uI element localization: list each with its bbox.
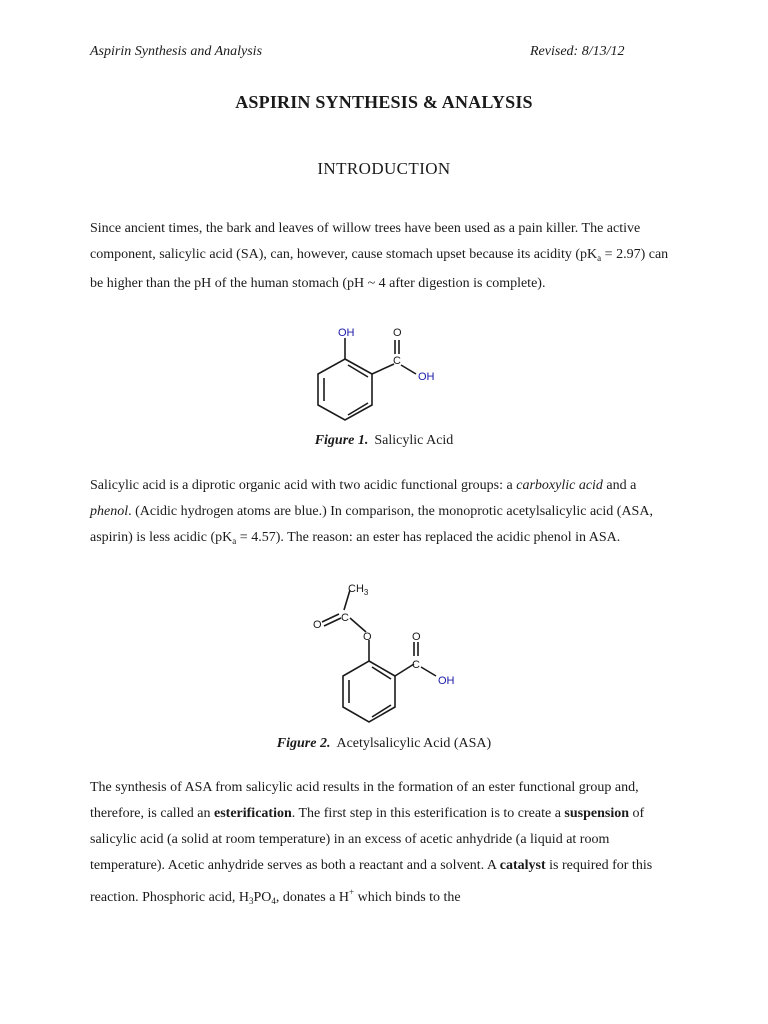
carbonyl-o-label: O xyxy=(393,327,402,339)
figure-2-caption xyxy=(0,736,768,752)
acid-oh-label: OH xyxy=(438,675,455,687)
page-title: ASPIRIN SYNTHESIS & ANALYSIS xyxy=(235,92,533,112)
phenol-oh-label: OH xyxy=(338,327,355,339)
figure-2-label: Figure 2. xyxy=(276,736,331,751)
section-heading: INTRODUCTION xyxy=(317,159,451,178)
running-header-revised: Revised: 8/13/12 xyxy=(530,44,625,59)
salicylic-acid-structure xyxy=(300,318,460,428)
ester-carbonyl-o-label: O xyxy=(313,619,322,631)
ester-link-o-label: O xyxy=(363,631,372,643)
benzene-ring xyxy=(343,661,395,722)
acetylsalicylic-acid-structure xyxy=(300,578,480,728)
ester-c-label: C xyxy=(341,612,349,624)
paragraph-synthesis: The synthesis of ASA from salicylic acid results in the formation of an ester functional group and, therefore, is called an esterification. The first step in this esterification is to create a suspension of salicylic acid (a solid at room temperature) in an excess of acetic anhydride (a liquid at room temperature). Acetic anhydride serves as both a reactant and a solvent. A catalyst is required for this reaction. Phosphoric acid, $H_3PO_4$, donates a H+ which binds to the xyxy=(90,780,653,906)
acid-carbonyl-o-label: O xyxy=(412,631,421,643)
paragraph-diprotic: Salicylic acid is a diprotic organic acid with two acidic functional groups: a carboxylic acid and a phenol. (Acidic hydrogen atoms are blue.) In comparison, the monoprotic acetylsalicylic acid (ASA, aspirin) is less acidic $(pK_a = 4.57)$. The reason: an ester has replaced the acidic phenol in ASA. xyxy=(90,478,653,546)
paragraph-intro: Since ancient times, the bark and leaves of willow trees have been used as a pain killer. The active component, salicylic acid (SA), can, however, cause stomach upset because its acidity $(pK_a = 2.97)$ can be higher than the pH of the human stomach (pH ~ 4 after digestion is complete). xyxy=(90,221,669,291)
carboxyl-c-label: C xyxy=(393,355,401,367)
running-header-title: Aspirin Synthesis and Analysis xyxy=(90,44,263,59)
methyl-label: $CH_3$ xyxy=(348,583,369,597)
benzene-ring xyxy=(318,359,372,420)
figure-1-label: Figure 1. xyxy=(314,433,369,448)
figure-2-text: Acetylsalicylic Acid (ASA) xyxy=(336,736,492,751)
carboxyl-oh-label: OH xyxy=(418,371,435,383)
figure-1-caption xyxy=(0,433,768,449)
acid-c-label: C xyxy=(412,659,420,671)
figure-1-text: Salicylic Acid xyxy=(374,433,454,448)
